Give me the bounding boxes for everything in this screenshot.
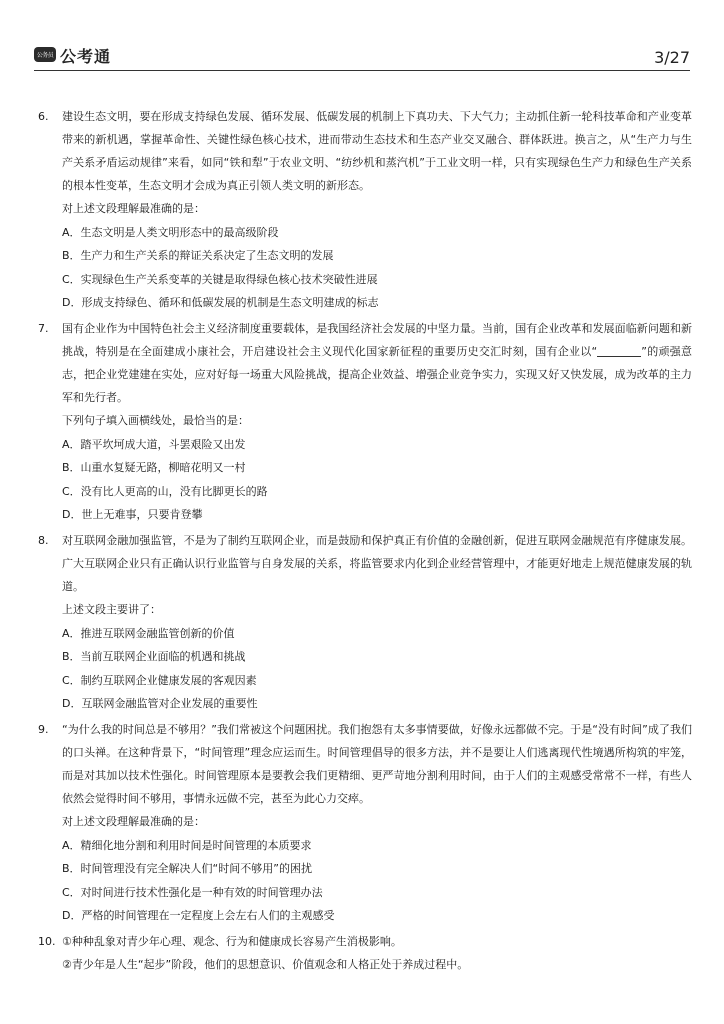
question-prompt: 上述文段主要讲了： — [62, 602, 161, 616]
question-number: 8. — [38, 533, 49, 547]
statement-2: ②青少年是人生“起步”阶段，他们的思想意识、价值观念和人格正处于养成过程中。 — [62, 958, 469, 972]
question-7 — [38, 317, 692, 527]
question-number: 7. — [38, 321, 49, 335]
question-prompt: 对上述文段理解最准确的是： — [62, 202, 205, 215]
option-d[interactable]: D．世上无难事，只要肯登攀 — [62, 508, 203, 522]
logo-badge: 公务员 — [34, 47, 56, 62]
option-c[interactable]: C．没有比人更高的山，没有比脚更长的路 — [62, 484, 268, 498]
option-b[interactable]: B．当前互联网企业面临的机遇和挑战 — [62, 650, 246, 664]
option-d[interactable]: D．互联网金融监管对企业发展的重要性 — [62, 697, 258, 711]
option-b[interactable]: B．山重水复疑无路，柳暗花明又一村 — [62, 461, 246, 475]
question-9 — [38, 718, 692, 928]
option-c[interactable]: C．对时间进行技术性强化是一种有效的时间管理办法 — [62, 885, 323, 899]
option-d[interactable]: D．形成支持绿色、循环和低碳发展的机制是生态文明建成的标志 — [62, 296, 379, 310]
fill-blank — [597, 344, 641, 357]
option-a[interactable]: A．精细化地分割和利用时间是时间管理的本质要求 — [62, 838, 312, 852]
question-stem: 对互联网金融加强监管，不是为了制约互联网企业，而是鼓励和保护真正有价值的金融创新，促进互联网金融规范有序健康发展。广大互联网企业只有正确认识行业监管与自身发展的关系，将监管要求内化到企业经营管理中，才能更好地走上规范健康发展的轨道。 — [62, 533, 692, 593]
option-a[interactable]: A．推进互联网金融监管创新的价值 — [62, 626, 235, 640]
option-c[interactable]: C．实现绿色生产关系变革的关键是取得绿色核心技术突破性进展 — [62, 272, 378, 286]
question-stem: 建设生态文明，要在形成支持绿色发展、循环发展、低碳发展的机制上下真功夫、下大气力；主动抓住新一轮科技革命和产业变革带来的新机遇，掌握革命性、关键性绿色核心技术，进而带动生态技术和生态产业交叉融合、群体跃进。换言之，从“生产力与生产关系矛盾运动规律”来看，如同“铁和犁”于农业文明、“纺纱机和蒸汽机”于工业文明一样，只有实现绿色生产力和绿色生产关系的根本性变革，生态文明才会成为真正引领人类文明的新形态。 — [62, 110, 692, 192]
question-prompt: 下列句子填入画横线处，最恰当的是： — [62, 413, 249, 427]
question-6 — [38, 105, 692, 315]
option-a[interactable]: A．生态文明是人类文明形态中的最高级阶段 — [62, 225, 279, 239]
question-number: 9. — [38, 722, 49, 736]
statement-1: ①种种乱象对青少年心理、观念、行为和健康成长容易产生消极影响。 — [62, 934, 402, 948]
option-b[interactable]: B．生产力和生产关系的辩证关系决定了生态文明的发展 — [62, 249, 334, 263]
question-10 — [38, 930, 692, 977]
question-stem: “为什么我的时间总是不够用？”我们常被这个问题困扰。我们抱怨有太多事情要做，好像永远都做不完。于是“没有时间”成了我们的口头禅。在这种背景下，“时间管理”理念应运而生。时间管理倡导的很多方法，并不是要让人们逃离现代性境遇所构筑的牢笼，而是对其加以技术性强化。时间管理原本是要教会我们更精细、更严苛地分割利用时间，由于人们的主观感受常常不一样，有些人依然会觉得时间不够用，事情永远做不完，甚至为此心力交瘁。 — [62, 722, 692, 805]
logo-text: 公考通 — [60, 47, 112, 66]
question-number: 10. — [38, 934, 56, 948]
question-stem — [62, 317, 692, 409]
page-number: 3/27 — [654, 48, 690, 67]
option-a[interactable]: A．踏平坎坷成大道，斗罢艰险又出发 — [62, 437, 246, 451]
option-b[interactable]: B．时间管理没有完全解决人们“时间不够用”的困扰 — [62, 862, 312, 876]
question-list — [38, 105, 692, 977]
page-header — [34, 44, 690, 70]
option-d[interactable]: D．严格的时间管理在一定程度上会左右人们的主观感受 — [62, 909, 335, 923]
stem-part-2: ”的顽强意志，把企业党建建在实处，应对好每一场重大风险挑战，提高企业效益、增强企业竞争实力，实现又好又快发展，成为改革的主力军和先行者。 — [62, 344, 692, 404]
question-prompt: 对上述文段理解最准确的是： — [62, 814, 205, 828]
option-c[interactable]: C．制约互联网企业健康发展的客观因素 — [62, 673, 257, 687]
question-number: 6. — [38, 110, 49, 123]
question-8 — [38, 529, 692, 716]
stem-part-1: 国有企业作为中国特色社会主义经济制度重要载体，是我国经济社会发展的中坚力量。当前，国有企业改革和发展面临新问题和新挑战，特别是在全面建成小康社会，开启建设社会主义现代化国家新征程的重要历史交汇时刻，国有企业以“ — [62, 321, 692, 358]
header-divider — [34, 70, 690, 71]
